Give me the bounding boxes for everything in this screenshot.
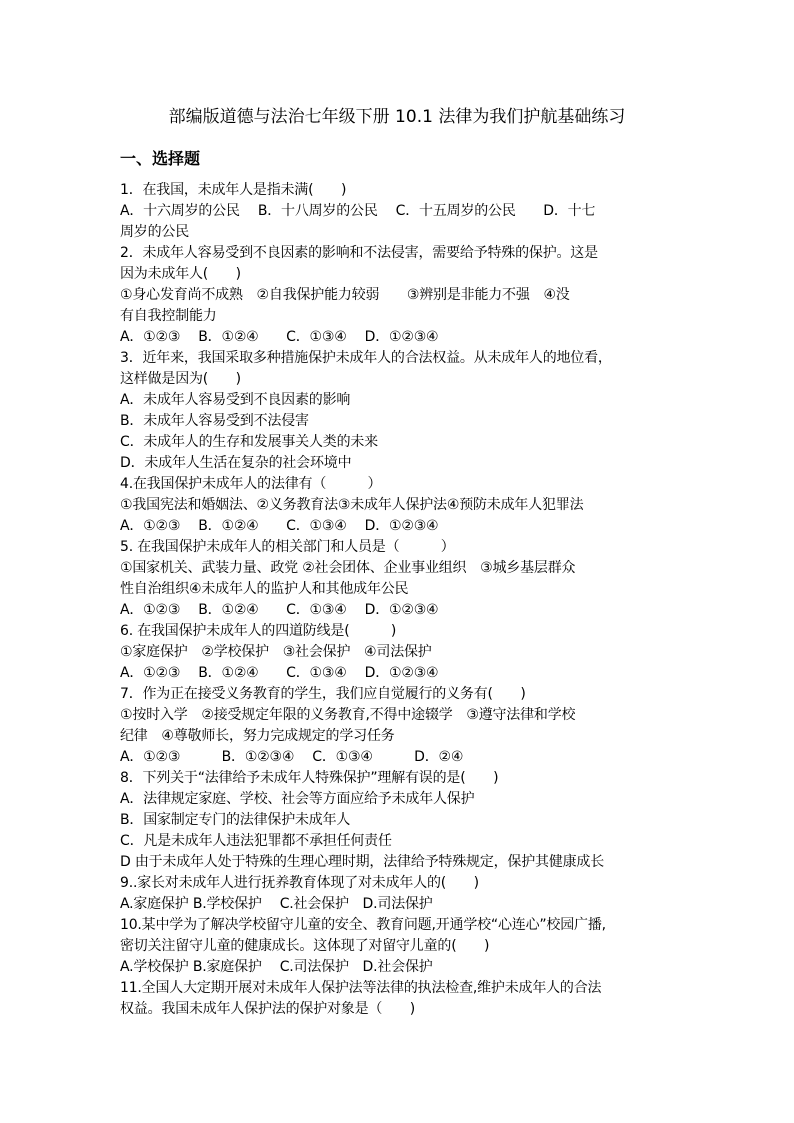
text-line: 10.某中学为了解决学校留守儿童的安全、教育问题,开通学校“心连心”校园广播, [120, 917, 606, 933]
section-heading: 一、选择题 [120, 149, 201, 168]
text-line: D 由于未成年人处于特殊的生理心理时期，法律给予特殊规定，保护其健康成长 [120, 854, 605, 870]
text-line: 密切关注留守儿童的健康成长。这体现了对留守儿童的( ) [120, 938, 490, 954]
text-line: A．法律规定家庭、学校、社会等方面应给予未成年人保护 [120, 791, 475, 807]
text-line: 周岁的公民 [120, 224, 189, 240]
text-line: D．未成年人生活在复杂的社会环境中 [120, 455, 352, 471]
text-line: 纪律 ④尊敬师长，努力完成规定的学习任务 [120, 728, 395, 744]
text-line: 6. 在我国保护未成年人的四道防线是( ) [120, 623, 397, 639]
text-line: A．未成年人容易受到不良因素的影响 [120, 392, 351, 408]
text-line: 性自治组织④未成年人的监护人和其他成年公民 [120, 581, 409, 597]
text-line: B．未成年人容易受到不法侵害 [120, 413, 309, 429]
text-line: A．①②③ B．①②④ C．①③④ D．①②③④ [120, 602, 439, 618]
text-line: 2．未成年人容易受到不良因素的影响和不法侵害，需要给予特殊的保护。这是 [120, 245, 598, 261]
text-line: 3．近年来，我国采取多种措施保护未成年人的合法权益。从未成年人的地位看， [120, 350, 612, 366]
text-line: 这样做是因为( ) [120, 371, 241, 387]
text-line: A．①②③ B．①②④ C．①③④ D．①②③④ [120, 518, 439, 534]
text-line: 有自我控制能力 [120, 308, 217, 324]
text-line: A．①②③ B．①②④ C．①③④ D．①②③④ [120, 329, 439, 345]
text-line: 7．作为正在接受义务教育的学生，我们应自觉履行的义务有( ) [120, 686, 526, 702]
text-line: 8．下列关于“法律给予未成年人特殊保护”理解有误的是( ) [120, 770, 499, 786]
text-line: 11.全国人大定期开展对未成年人保护法等法律的执法检查,维护未成年人的合法 [120, 980, 602, 996]
text-line: B．国家制定专门的法律保护未成年人 [120, 812, 351, 828]
page-title: 部编版道德与法治七年级下册 10.1 法律为我们护航基础练习 [168, 107, 626, 127]
text-line: 1．在我国，未成年人是指未满( ) [120, 182, 347, 198]
text-line: C．凡是未成年人违法犯罪都不承担任何责任 [120, 833, 392, 849]
text-line: A.学校保护 B.家庭保护 C.司法保护 D.社会保护 [120, 959, 433, 975]
text-line: A.家庭保护 B.学校保护 C.社会保护 D.司法保护 [120, 896, 433, 912]
text-line: ①按时入学 ②接受规定年限的义务教育,不得中途辍学 ③遵守法律和学校 [120, 707, 576, 723]
text-line: 因为未成年人( ) [120, 266, 241, 282]
text-line: A．十六周岁的公民 B．十八周岁的公民 C．十五周岁的公民 D．十七 [120, 203, 596, 219]
text-line: ①身心发育尚不成熟 ②自我保护能力较弱 ③辨别是非能力不强 ④没 [120, 287, 570, 303]
text-line: ①国家机关、武装力量、政党 ②社会团体、企业事业组织 ③城乡基层群众 [120, 560, 576, 576]
text-line: C．未成年人的生存和发展事关人类的未来 [120, 434, 378, 450]
text-line: ①家庭保护 ②学校保护 ③社会保护 ④司法保护 [120, 644, 432, 660]
text-line: 权益。我国未成年人保护法的保护对象是（ ) [120, 1001, 416, 1017]
text-line: 5. 在我国保护未成年人的相关部门和人员是（ ） [120, 539, 455, 555]
text-line: 4.在我国保护未成年人的法律有（ ） [120, 476, 382, 492]
text-line: 9..家长对未成年人进行抚养教育体现了对未成年人的( ) [120, 875, 479, 891]
text-line: A．①②③ B．①②④ C．①③④ D．①②③④ [120, 665, 439, 681]
text-line: A．①②③ B．①②③④ C．①③④ D．②④ [120, 749, 464, 765]
text-line: ①我国宪法和婚姻法、②义务教育法③未成年人保护法④预防未成年人犯罪法 [120, 497, 584, 513]
